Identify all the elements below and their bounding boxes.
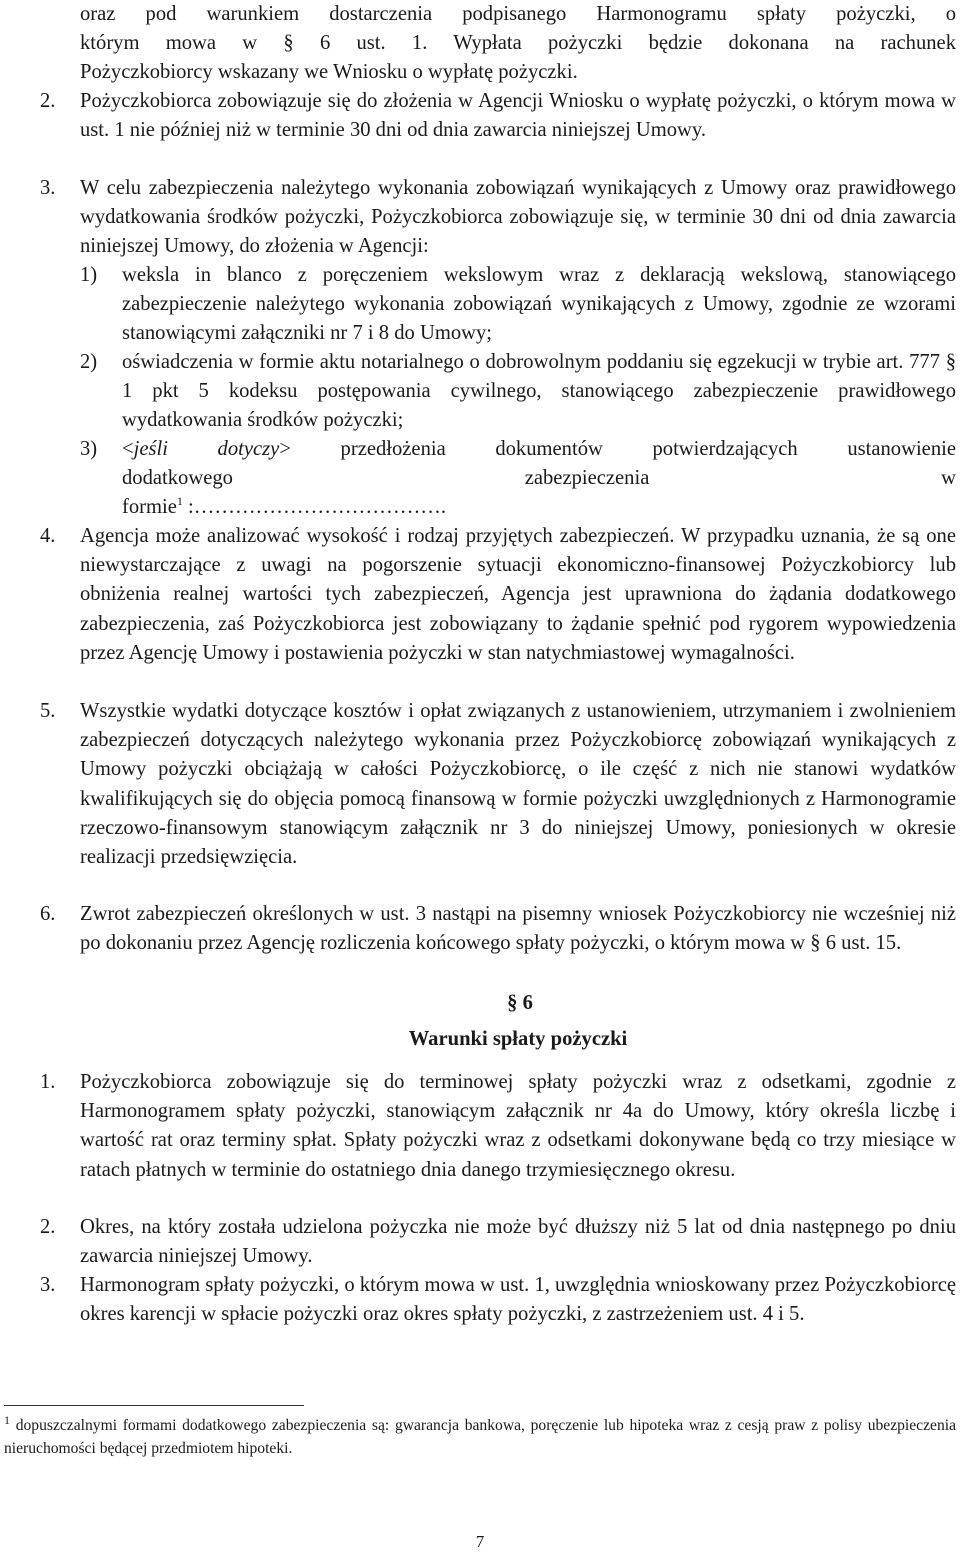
- item-3-number: 3.: [40, 177, 56, 199]
- section-symbol: § 6: [507, 992, 533, 1014]
- repayment-item-1-text: Pożyczkobiorca zobowiązuje się do terminowej spłaty pożyczki wraz z odsetkami, zgodnie z Harmonogramem spłaty pożyczki, stanowiącym załącznik nr 4a do Umowy, który określa liczbę i wartość rat oraz terminy spłat. Spłaty pożyczki wraz z odsetkami dokonywane będą co trzy miesiące w ratach płatnych w terminie do ostatniego dnia danego trzymiesięcznego okresu.: [80, 1071, 956, 1181]
- repayment-item-1-number: 1.: [40, 1071, 56, 1093]
- item-4-text: Agencja może analizować wysokość i rodzaj przyjętych zabezpieczeń. W przypadku uznania, że są one niewystarczające z uwagi na pogorszenie sytuacji ekonomiczno-finansowej Pożyczkobiorcy lub obniżenia realnej wartości tych zabezpieczeń, Agencja jest uprawniona do żądania dodatkowego zabezpieczenia, zaś Pożyczkobiorca jest zobowiązany to żądanie spełnić pod rygorem wypowiedzenia przez Agencję Umowy i postawienia pożyczki w stan natychmiastowej wymagalności.: [80, 525, 956, 664]
- page-number: 7: [475, 1532, 485, 1551]
- item-6-number: 6.: [40, 903, 56, 925]
- subitem-3-line-2: [122, 464, 956, 493]
- item-5-number: 5.: [40, 700, 56, 722]
- subitem-1-text: weksla in blanco z poręczeniem wekslowym wraz z deklaracją wekslową, stanowiącego zabezpieczenie należytego wykonania zobowiązań wynikających z Umowy, zgodnie ze wzorami stanowiącymi załączniki nr 7 i 8 do Umowy;: [122, 264, 956, 345]
- intro-last-line: [80, 58, 956, 87]
- word-w: w: [941, 467, 956, 490]
- intro-line-2: którym mowa w § 6 ust. 1. Wypłata pożyczki będzie dokonana na rachunek: [80, 32, 956, 55]
- repayment-item-3-number: 3.: [40, 1274, 56, 1296]
- intro-line-3: Pożyczkobiorcy wskazany we Wniosku o wypłatę pożyczki.: [80, 61, 578, 83]
- item-3-text: W celu zabezpieczenia należytego wykonania zobowiązań wynikających z Umowy oraz prawidłowego wydatkowania środków pożyczki, Pożyczkobiorca zobowiązuje się, w terminie 30 dni od dnia zawarcia niniejszej Umowy, do złożenia w Agencji:: [80, 177, 956, 258]
- intro-paragraph: [80, 0, 956, 58]
- subitem-1-number: 1): [80, 264, 98, 286]
- repayment-item-2-number: 2.: [40, 1216, 56, 1238]
- footnote-separator: [4, 1405, 304, 1406]
- subitem-2-number: 2): [80, 351, 98, 373]
- item-2-text: Pożyczkobiorca zobowiązuje się do złożenia w Agencji Wniosku o wypłatę pożyczki, o którym mowa w ust. 1 nie później niż w terminie 30 dni od dnia zawarcia niniejszej Umowy.: [80, 90, 956, 142]
- word-dodatkowego: dodatkowego: [122, 467, 233, 490]
- repayment-item-2-text: Okres, na który została udzielona pożyczka nie może być dłuższy niż 5 lat od dnia następnego po dniu zawarcia niniejszej Umowy.: [80, 1216, 956, 1268]
- footnote-mark: 1: [4, 1412, 10, 1427]
- item-4-number: 4.: [40, 525, 56, 547]
- repayment-item-3-text: Harmonogram spłaty pożyczki, o którym mowa w ust. 1, uwzględnia wnioskowany przez Pożyczkobiorcę okres karencji w spłacie pożyczki oraz okres spłaty pożyczki, z zastrzeżeniem ust. 4 i 5.: [80, 1274, 956, 1326]
- subitem-3-line-3: [122, 493, 956, 522]
- subitem-3-text: [122, 435, 956, 523]
- item-6-text: Zwrot zabezpieczeń określonych w ust. 3 nastąpi na pisemny wniosek Pożyczkobiorcy nie wcześniej niż po dokonaniu przez Agencję rozliczenia końcowego spłaty pożyczki, o którym mowa w § 6 ust. 15.: [80, 903, 956, 955]
- subitem-3-number: 3): [80, 438, 98, 460]
- item-2-number: 2.: [40, 90, 56, 112]
- placeholder-rest: > przedłożenia dokumentów potwierdzających ustanowienie: [279, 438, 956, 460]
- footnote: [4, 1414, 956, 1460]
- intro-line-1: oraz pod warunkiem dostarczenia podpisanego Harmonogramu spłaty pożyczki, o: [80, 3, 956, 25]
- word-formie: formie: [122, 496, 177, 519]
- word-zabezpieczenia: zabezpieczenia: [524, 467, 650, 490]
- footnote-reference[interactable]: 1: [176, 494, 183, 509]
- footnote-text: dopuszczalnymi formami dodatkowego zabezpieczenia są: gwarancja bankowa, poręczenie lub hipoteka wraz z cesją praw z polisy ubezpieczenia nieruchomości będącej przedmiotem hipoteki.: [4, 1417, 956, 1457]
- subitem-2-text: oświadczenia w formie aktu notarialnego o dobrowolnym poddaniu się egzekucji w trybie art. 777 § 1 pkt 5 kodeksu postępowania cywilnego, stanowiącego zabezpieczenie prawidłowego wydatkowania środków pożyczki;: [122, 351, 956, 432]
- dotted-blank: :……………………………….: [182, 496, 447, 519]
- placeholder-open: <: [122, 438, 134, 460]
- item-5-text: Wszystkie wydatki dotyczące kosztów i opłat związanych z ustanowieniem, utrzymaniem i zwolnieniem zabezpieczeń dotyczących należytego wykonania przez Pożyczkobiorcę zobowiązań wynikających z Umowy pożyczki obciążają w całości Pożyczkobiorcę, o ile część z nich nie stanowi wydatków kwalifikujących się do objęcia pomocą finansową w formie pożyczki uwzględnionych z Harmonogramie rzeczowo-finansowym stanowiącym załącznik nr 3 do niniejszej Umowy, poniesionych w okresie realizacji przedsięwzięcia.: [80, 700, 956, 869]
- placeholder-italic: jeśli dotyczy: [133, 438, 280, 460]
- section-title: Warunki spłaty pożyczki: [408, 1028, 628, 1050]
- subitem-3-line-1: [122, 435, 956, 464]
